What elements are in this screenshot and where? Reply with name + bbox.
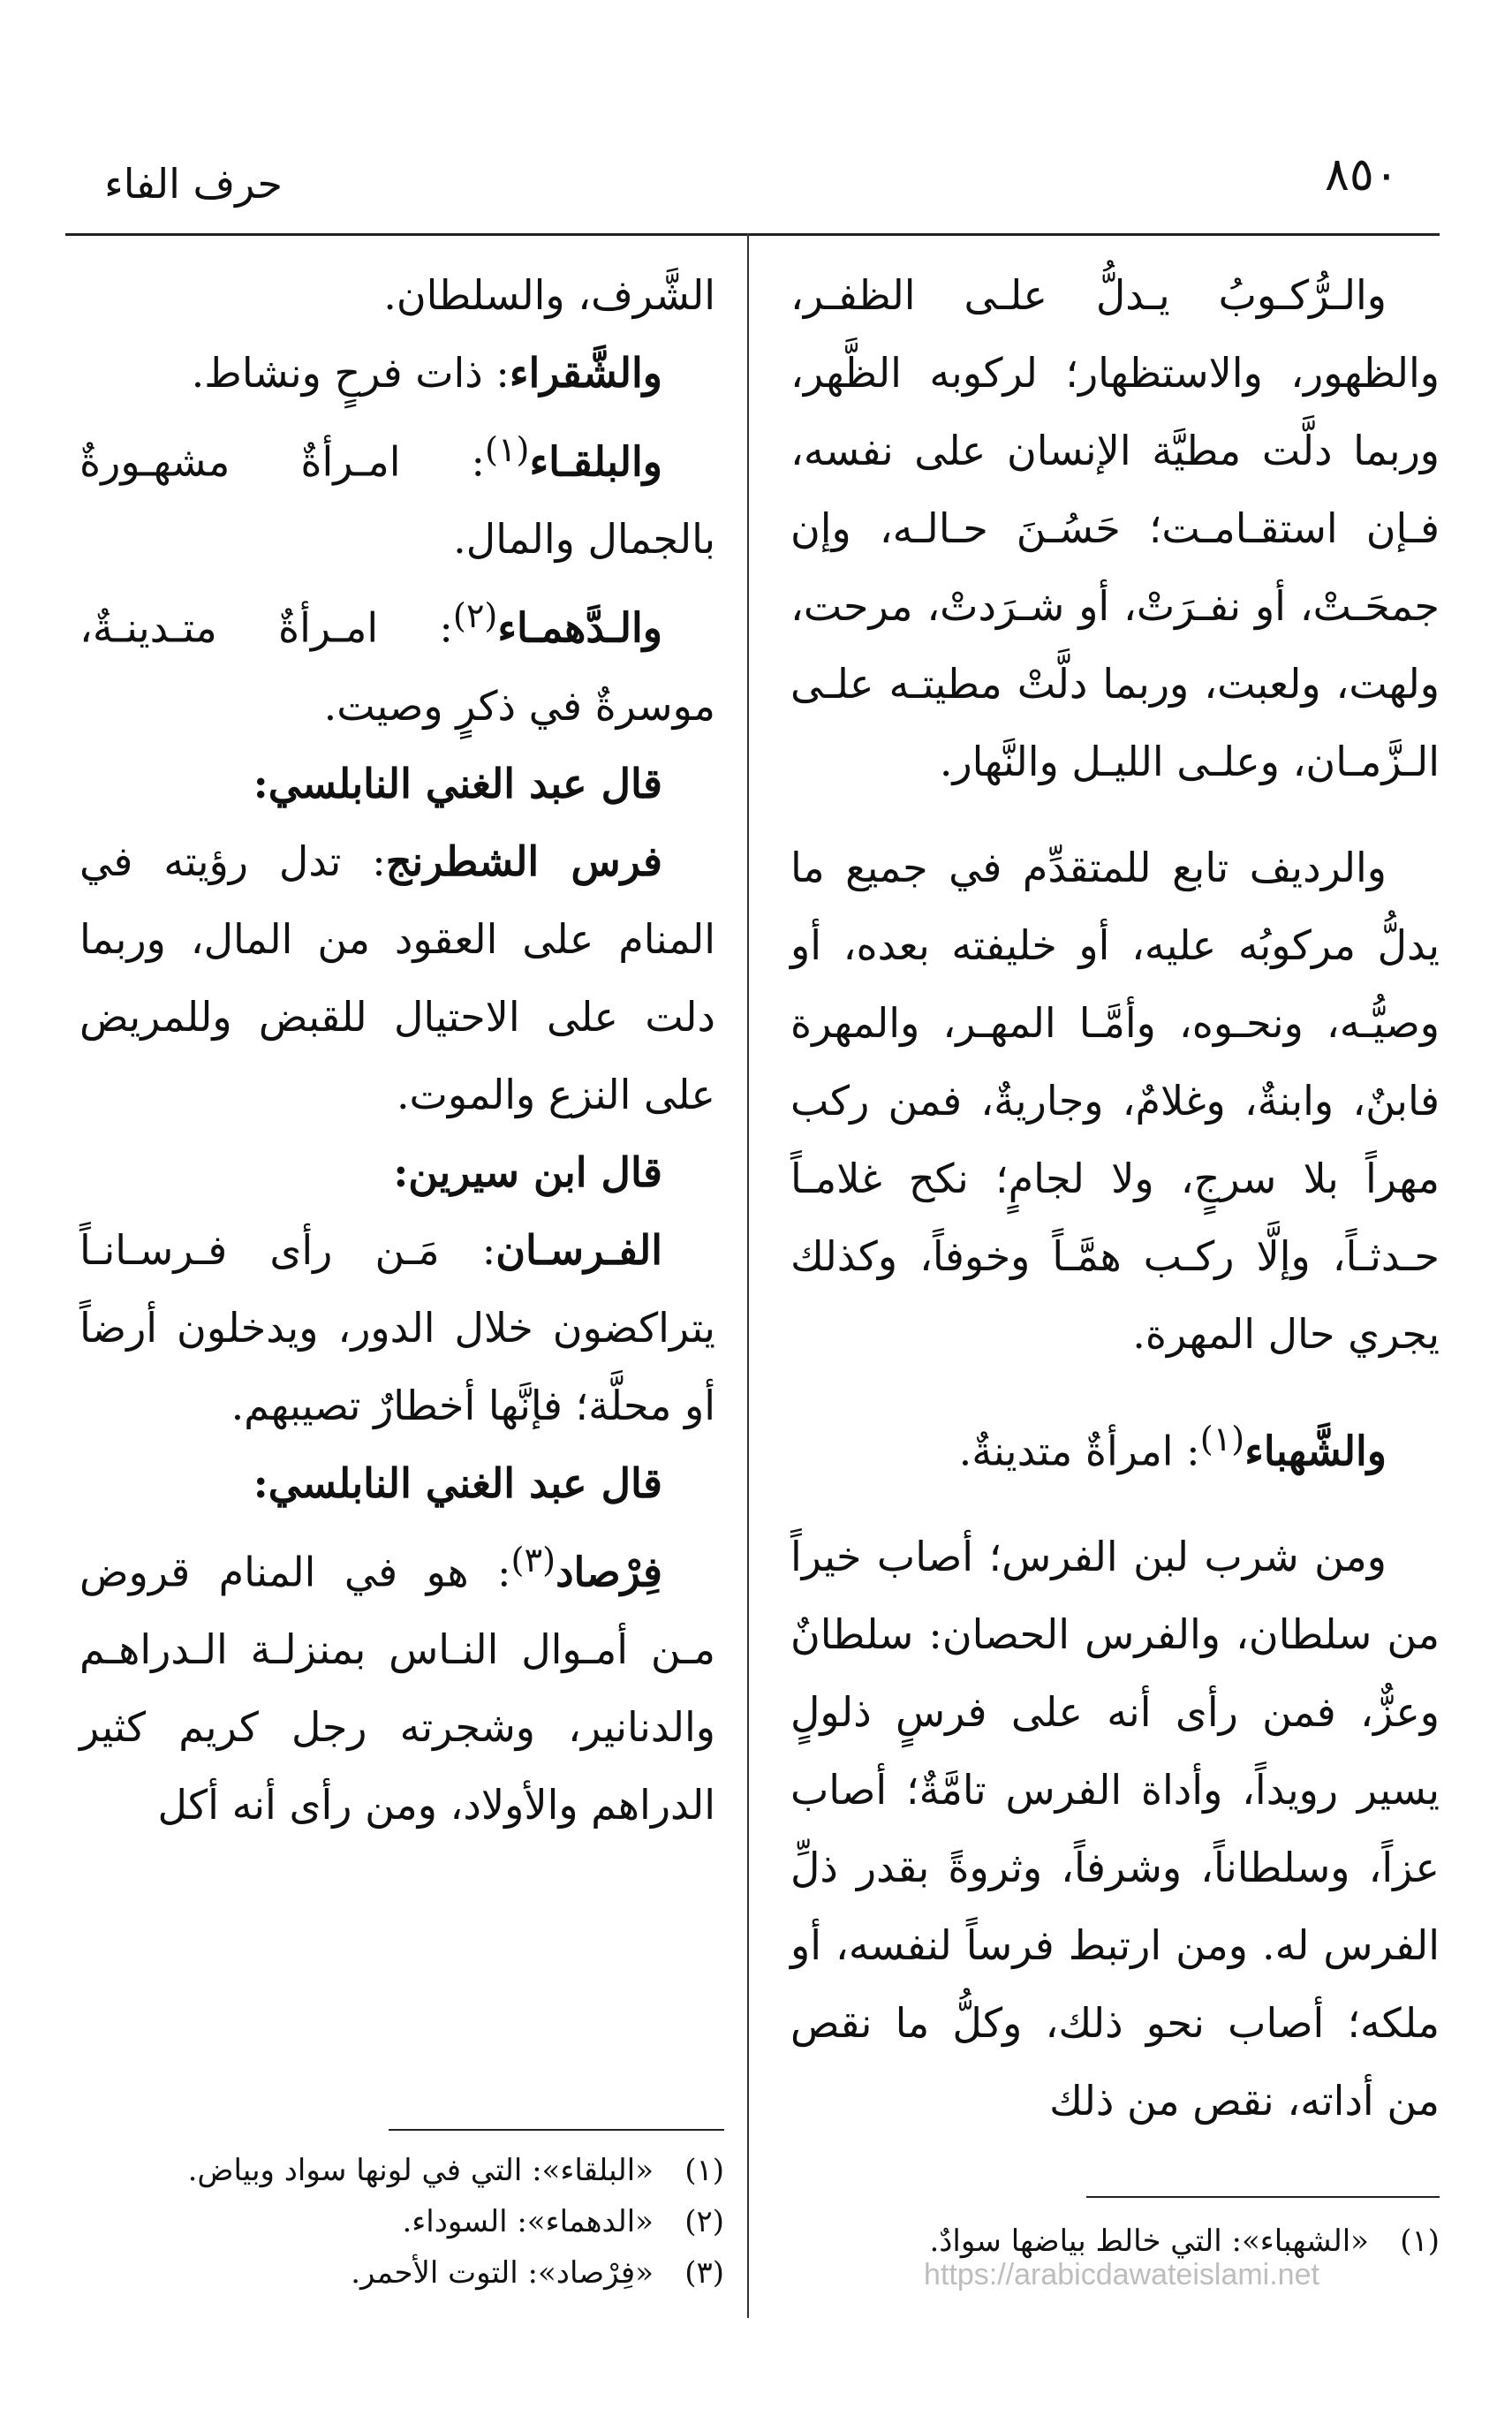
page-number: ٨٥٠ bbox=[1325, 148, 1399, 201]
footnote bbox=[79, 2196, 724, 2247]
entry-term: والشَّقراء bbox=[509, 349, 662, 397]
paragraph bbox=[79, 334, 715, 412]
footnote-mark: (١) bbox=[1199, 1420, 1245, 1459]
column-divider bbox=[747, 233, 749, 2318]
paragraph bbox=[790, 1401, 1440, 1489]
paragraph: والرديف تابع للمتقدِّم في جميع ما يدلُّ مركوبُه عليه، أو خليفته بعده، أو وصيُّـه، ونحـوه، وأمَّـا المهـر، والمهرة فابنٌ، وابنةٌ، وغلامٌ، وجاريةٌ، فمن ركب مهراً بلا سرجٍ، ولا لجامٍ؛ نكح غلامـاً حـدثـاً، وإلَّا ركـب همَّـاً وخوفاً، وكذلك يجري حال المهرة. bbox=[790, 844, 1440, 1358]
section-heading: قال ابن سيرين: bbox=[393, 1148, 662, 1196]
entry-text: : ذات فرحٍ ونشاط. bbox=[191, 349, 510, 397]
footnote-text: «البلقاء»: التي في لونها سواد وبياض. bbox=[187, 2153, 654, 2188]
footnote-number: (٣) bbox=[684, 2255, 724, 2291]
entry-term: والشَّهباء bbox=[1244, 1427, 1387, 1475]
footnote-mark: (٣) bbox=[510, 1540, 556, 1580]
paragraph: الشَّرف، والسلطان. bbox=[383, 271, 715, 319]
footnote-text: «فِرْصاد»: التوت الأحمر. bbox=[351, 2255, 654, 2291]
entry-text: : مَـن رأى فـرسـانـاً يتراكضون خلال الدور، ويدخلون أرضاً أو محلَّة؛ فإنَّها أخطارٌ تصيبهم. bbox=[79, 1225, 715, 1429]
entry-text: : هو في المنام قروض مـن أمـوال النـاس بمنزلـة الـدراهـم والدنانير، وشجرته رجل كريم كثير الدراهم والأولاد، ومن رأى أنه أكل bbox=[79, 1547, 715, 1829]
chapter-title: حرف الفاء bbox=[104, 160, 283, 208]
paragraph: ومن شرب لبن الفرس؛ أصاب خيراً من سلطان، والفرس الحصان: سلطانٌ وعزٌّ، فمن رأى أنه على فرسٍ ذلولٍ يسير رويداً، وأداة الفرس تامَّةٌ؛ أصاب عزاً، وسلطاناً، وشرفاً، وثروةً بقدر ذلِّ الفرس له. ومن ارتبط فرساً لنفسه، أو ملكه؛ أصاب نحو ذلك، وكلُّ ما نقص من أداته، نقص من ذلك bbox=[790, 1533, 1440, 2125]
paragraph bbox=[79, 822, 715, 1133]
paragraph bbox=[79, 412, 715, 578]
footnote-rule bbox=[389, 2129, 724, 2131]
entry-term: الفـرسـان bbox=[495, 1225, 662, 1274]
footnote bbox=[79, 2145, 724, 2196]
section-heading: قال عبد الغني النابلسي: bbox=[253, 1458, 662, 1507]
entry-term: والـدَّهمـاء bbox=[497, 603, 662, 652]
paragraph bbox=[79, 578, 715, 744]
entry-term: والبلقـاء bbox=[529, 437, 662, 486]
footnote-text: «الدهماء»: السوداء. bbox=[402, 2204, 654, 2239]
footnote-mark: (١) bbox=[484, 430, 530, 470]
footnote-rule bbox=[1086, 2196, 1440, 2198]
footnote-text: «الشهباء»: التي خالط بياضها سوادٌ. bbox=[929, 2223, 1369, 2259]
watermark-url: https://arabicdawateislami.net bbox=[924, 2258, 1319, 2291]
footnote bbox=[79, 2247, 724, 2299]
entry-term: فرس الشطرنج bbox=[385, 837, 662, 885]
footnote-mark: (٢) bbox=[452, 596, 498, 637]
header-rule bbox=[65, 233, 1440, 236]
paragraph: والـرُّكـوبُ يـدلُّ علـى الظفـر، والظهور، والاستظهار؛ لركوبه الظَّهر، وربما دلَّت مطيَّة الإنسان على نفسه، فـإن استقـامـت؛ حَسُـنَ حـالـه، وإن جمحَـتْ، أو نفـرَتْ، أو شـرَدتْ، مرحت، ولهت، ولعبت، وربما دلَّتْ مطيتـه علـى الـزَّمـان، وعلـى الليـل والنَّهار. bbox=[790, 271, 1440, 785]
entry-term: فِرْصاد bbox=[556, 1547, 662, 1595]
paragraph bbox=[79, 1522, 715, 1844]
entry-text: : امـرأةٌ مشهـورةٌ بالجمال والمال. bbox=[79, 437, 715, 564]
entry-text: : امرأةٌ متدينةٌ. bbox=[958, 1427, 1200, 1475]
left-column bbox=[79, 256, 715, 1844]
footnote-number: (١) bbox=[1400, 2223, 1440, 2259]
entry-text: : تدل رؤيته في المنام على العقود من المال، وربما دلت على الاحتيال للقبض وللمريض على النزع والموت. bbox=[79, 837, 715, 1118]
footnote-number: (٢) bbox=[684, 2204, 724, 2239]
right-column bbox=[790, 256, 1440, 2140]
section-heading: قال عبد الغني النابلسي: bbox=[253, 759, 662, 807]
entry-text: : امـرأةٌ متـدينـةٌ، موسرةٌ في ذكرٍ وصيت. bbox=[79, 603, 715, 730]
footnote-number: (١) bbox=[684, 2153, 724, 2188]
footnotes-left bbox=[79, 2145, 724, 2299]
paragraph bbox=[79, 1211, 715, 1444]
